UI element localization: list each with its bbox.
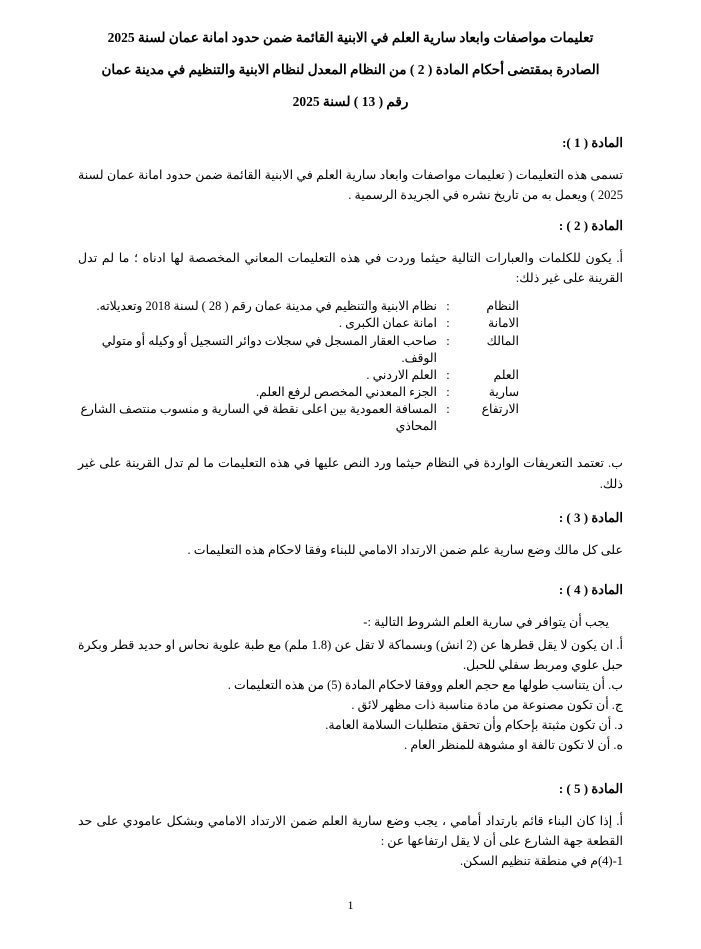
clause-text: أن يتناسب طولها مع حجم العلم ووفقا لاحكام المادة (5) من هذه التعليمات .: [227, 677, 605, 692]
spacer: [78, 206, 623, 218]
article-5-clause-list: [78, 811, 623, 851]
definition-term: سارية: [488, 384, 519, 399]
list-item: [78, 635, 623, 675]
table-row: [78, 315, 519, 332]
spacer: [78, 526, 623, 540]
article-2-heading: المادة ( 2 ) :: [558, 217, 623, 233]
article-1-heading: المادة ( 1 ):: [562, 134, 623, 150]
spacer: [78, 234, 623, 248]
definition-text: العلم الاردني .: [366, 367, 437, 382]
table-row: [78, 367, 519, 384]
spacer: [78, 113, 623, 135]
table-row: [78, 401, 519, 435]
list-item: [78, 811, 623, 851]
clause-marker: أ.: [616, 813, 624, 828]
spacer: [78, 288, 623, 298]
definition-text: امانة عمان الكبرى .: [338, 316, 437, 331]
definition-separator: :: [446, 401, 450, 416]
table-row: [78, 333, 519, 367]
table-row: [78, 384, 519, 401]
article-5-sub-item: 1-(4)م في منطقة تنظيم السكن.: [460, 853, 623, 868]
spacer: [78, 435, 623, 453]
clause-text: إذا كان البناء قائم بارتداد أمامي ، يجب وضع سارية العلم ضمن الارتداد الامامي وبشكل عامودي على حد القطعة جهة الشارع على أن لا يقل ارتفاعها عن :: [78, 813, 623, 848]
spacer: [78, 494, 623, 510]
article-5-heading: المادة ( 5 ) :: [558, 780, 623, 796]
definition-term: النظام: [486, 299, 519, 314]
list-item: [78, 735, 623, 755]
clause-text: ان يكون لا يقل قطرها عن (2 انش) وبسماكة لا تقل عن (1.8 ملم) مع طبة علوية نحاس او حديد قطر وبكرة حبل علوي ومربط سفلي للحبل.: [78, 637, 623, 672]
definition-separator: :: [446, 299, 450, 314]
article-1-body: تسمى هذه التعليمات ( تعليمات مواصفات وابعاد سارية العلم في الابنية القائمة ضمن حدود امانة عمان لسنة 2025 ) ويعمل به من تاريخ نشره في الجريدة الرسمية .: [78, 167, 623, 203]
document-content: [78, 28, 623, 871]
clause-text: أن تكون مصنوعة من مادة مناسبة ذات مظهر لائق .: [351, 697, 609, 712]
spacer: [78, 797, 623, 811]
spacer: [78, 598, 623, 612]
list-item: [78, 715, 623, 735]
list-item: [78, 695, 623, 715]
definition-separator: :: [446, 333, 450, 348]
clause-text: أن لا تكون تالفة او مشوهة للمنظر العام .: [404, 737, 611, 752]
article-4-intro: يجب أن يتوافر في سارية العلم الشروط التالية :-: [363, 615, 609, 630]
spacer: [78, 151, 623, 165]
definition-text: نظام الابنية والتنظيم في مدينة عمان رقم ( 28 ) لسنة 2018 وتعديلاته.: [96, 299, 437, 314]
document-title: [78, 28, 623, 113]
clause-text: أن تكون مثبتة بإحكام وأن تحقق متطلبات السلامة العامة.: [325, 717, 612, 732]
definition-term: المالك: [486, 333, 519, 348]
clause-marker: ب.: [608, 677, 623, 692]
clause-marker: ه.: [613, 737, 623, 752]
article-2-clause-a-intro: أ. يكون للكلمات والعبارات التالية حيثما وردت في هذه التعليمات المعاني المخصصة لها ادناه ؛ ما لم تدل القرينة على غير ذلك:: [78, 250, 623, 285]
article-2-clause-b: ب. تعتمد التعريفات الواردة في النظام حيثما ورد النص عليها في هذه التعليمات ما لم تدل القرينة على غير ذلك.: [78, 456, 623, 491]
definition-text: صاحب العقار المسجل في سجلات دوائر التسجيل أو وكيله أو متولي الوقف.: [101, 333, 437, 365]
clause-marker: ج.: [611, 697, 623, 712]
list-item: [78, 675, 623, 695]
definition-term: العلم: [493, 367, 519, 382]
definition-separator: :: [446, 316, 450, 331]
definition-separator: :: [446, 367, 450, 382]
table-row: [78, 298, 519, 315]
title-line-1: تعليمات مواصفات وابعاد سارية العلم في الابنية القائمة ضمن حدود امانة عمان لسنة 2025: [107, 30, 594, 45]
definition-term: الامانة: [487, 316, 519, 331]
article-4-heading: المادة ( 4 ) :: [558, 582, 623, 598]
clause-marker: أ.: [616, 637, 624, 652]
clause-marker: د.: [614, 717, 623, 732]
article-4-clause-list: [78, 635, 623, 755]
spacer: [78, 560, 623, 582]
spacer: [78, 755, 623, 781]
definition-text: المسافة العمودية بين اعلى نقطة في السارية و منسوب منتصف الشارع المحاذي: [80, 401, 437, 434]
definitions-table: [78, 298, 519, 435]
title-line-3: رقم ( 13 ) لسنة 2025: [292, 93, 409, 109]
definition-text: الجزء المعدني المخصص لرفع العلم.: [256, 384, 437, 399]
article-3-heading: المادة ( 3 ) :: [558, 509, 623, 525]
title-line-2: الصادرة بمقتضى أحكام المادة ( 2 ) من النظام المعدل لنظام الابنية والتنظيم في مدينة عمان: [101, 61, 600, 77]
definition-term: الارتفاع: [481, 401, 519, 416]
definition-separator: :: [446, 384, 450, 399]
page-number: 1: [347, 898, 354, 912]
article-3-body: على كل مالك وضع سارية علم ضمن الارتداد الامامي للبناء وفقا لاحكام هذه التعليمات .: [187, 542, 623, 557]
